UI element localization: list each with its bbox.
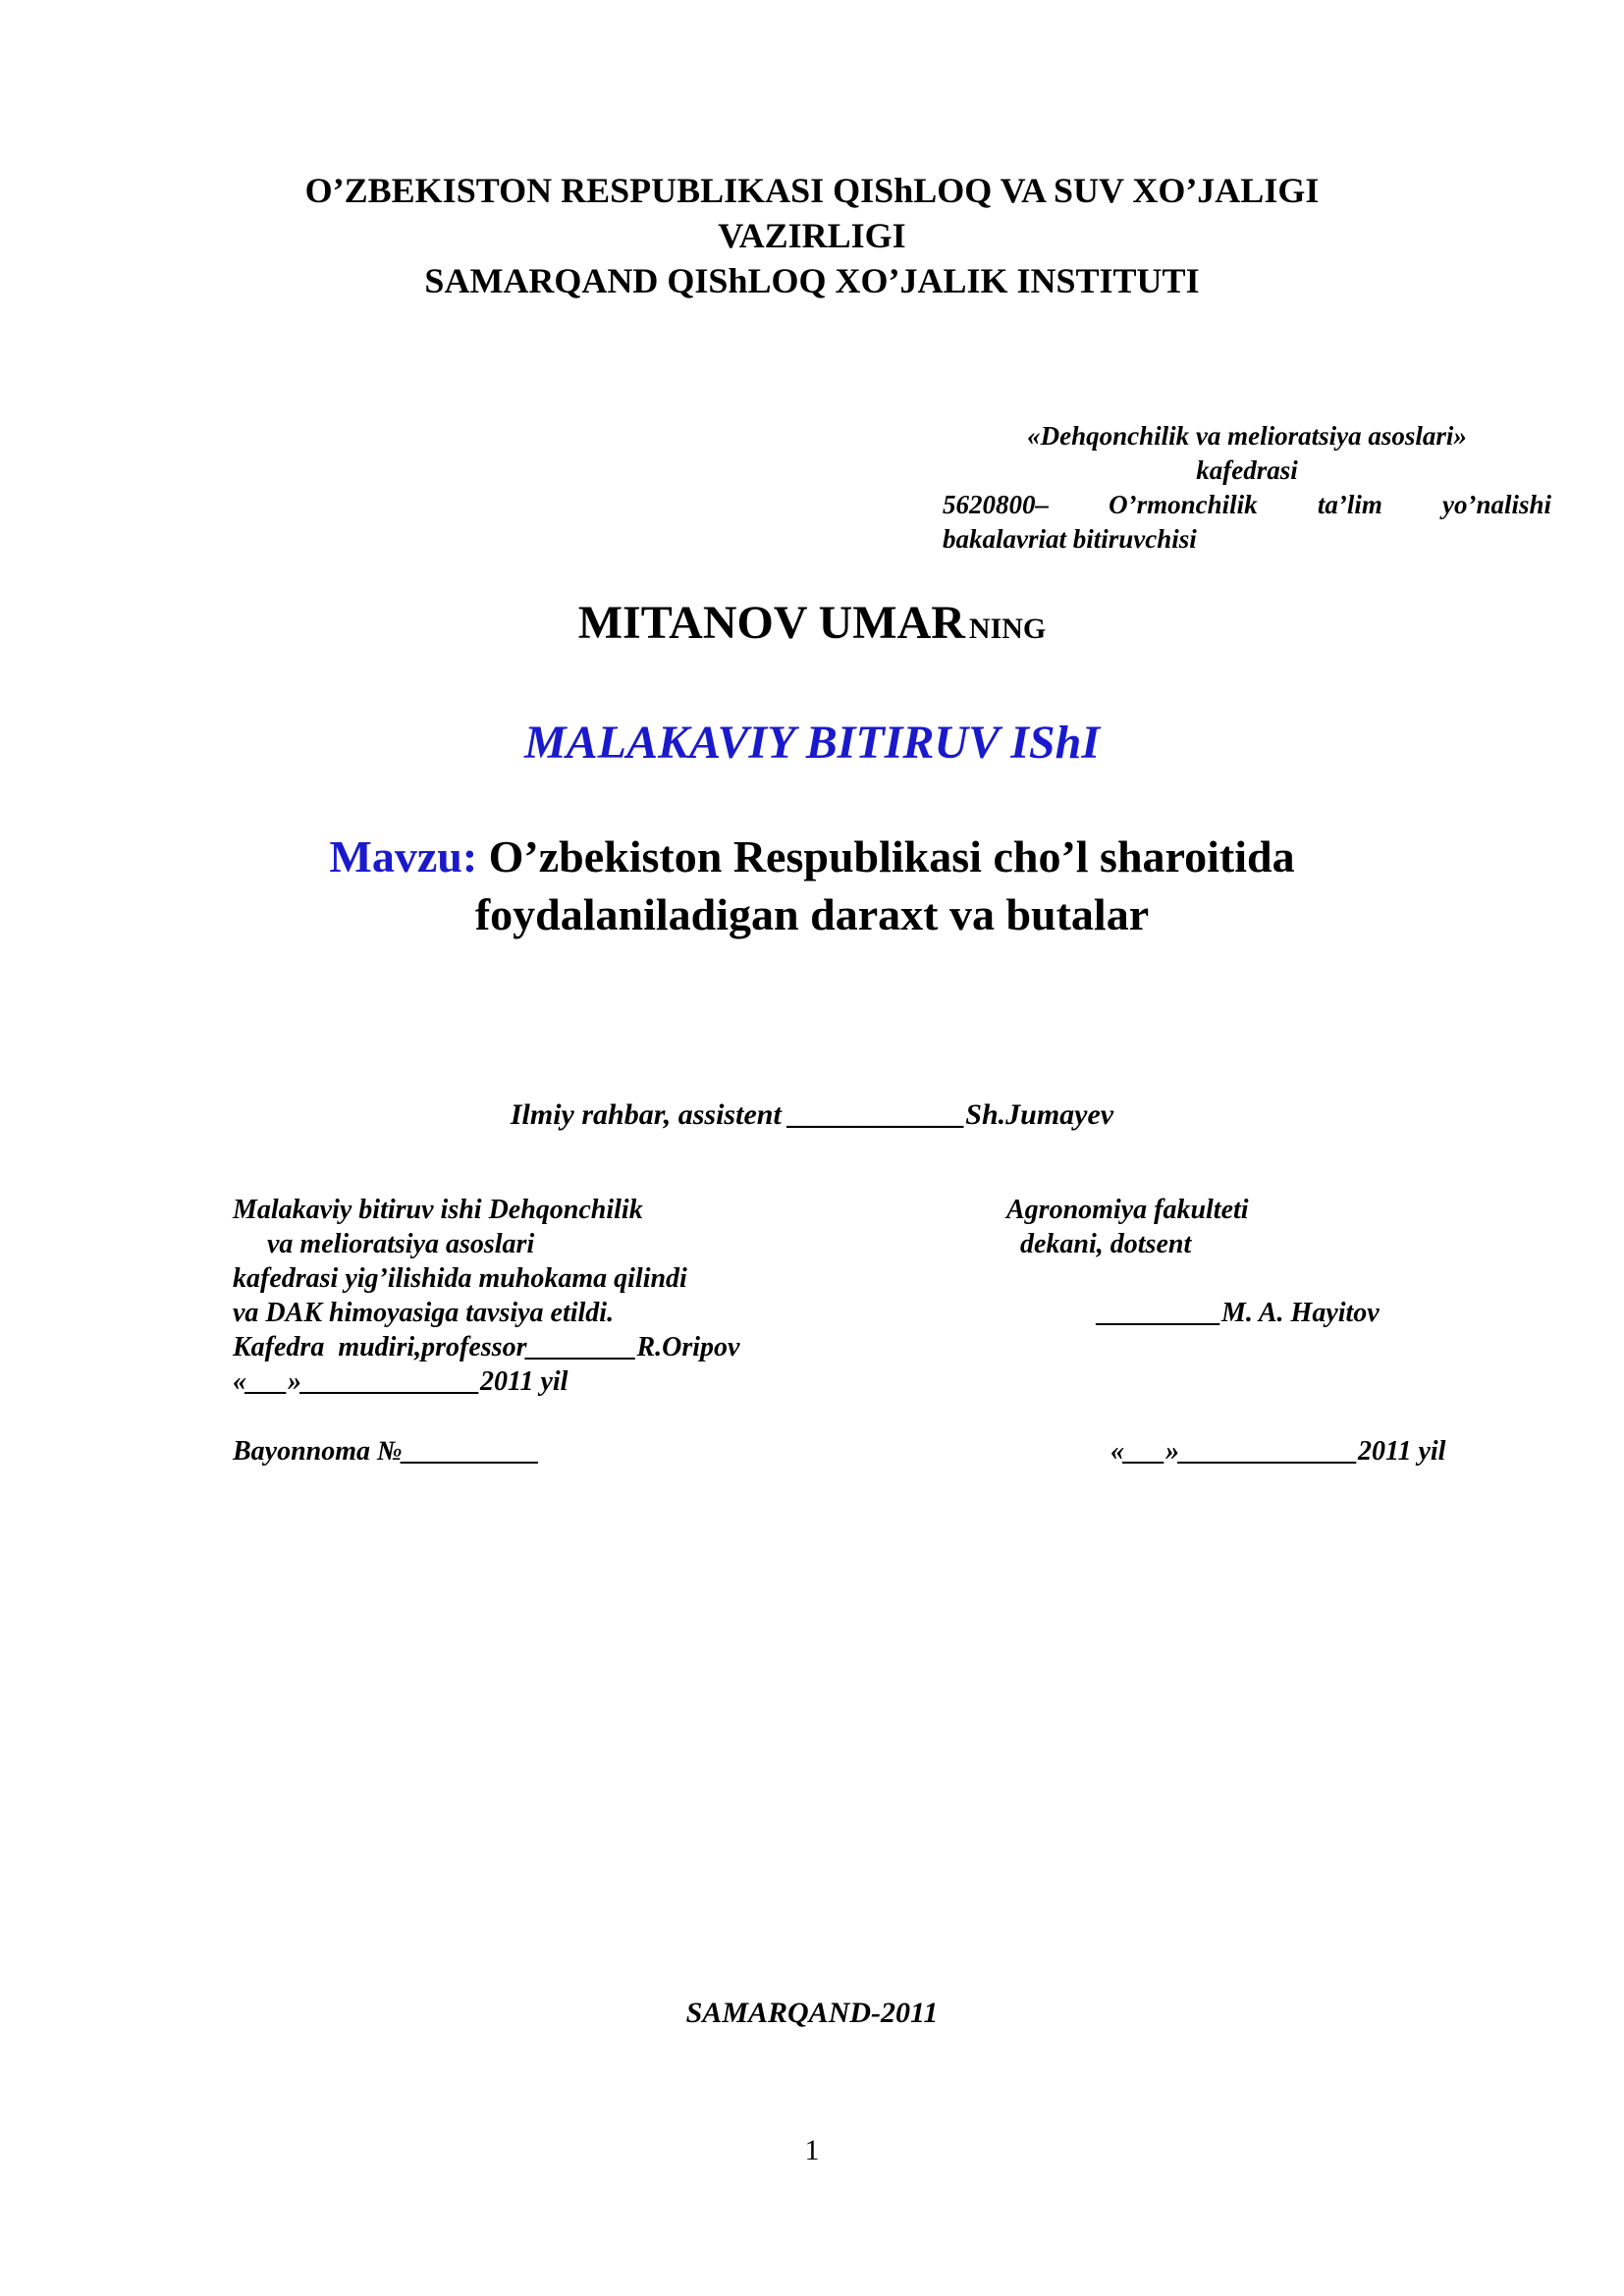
topic-text: O’zbekiston Respublikasi cho’l sharoitida (488, 831, 1295, 881)
approval-date-line: «___»_____________2011 yil (233, 1366, 568, 1397)
topic-line-1 (0, 828, 1624, 885)
institute-title: SAMARQAND QIShLOQ XO’JALIK INSTITUTI (424, 261, 1200, 300)
approval-line-2: va melioratsiya asoslari (233, 1229, 535, 1259)
faculty-name: Agronomiya fakulteti (1006, 1195, 1249, 1225)
topic-label: Mavzu: (329, 831, 478, 881)
dean-title: dekani, dotsent (1006, 1229, 1192, 1259)
approval-line-1: Malakaviy bitiruv ishi Dehqonchilik (233, 1195, 643, 1225)
dean-date-line: «___»_____________2011 yil (1110, 1436, 1446, 1467)
author-name: MITANOV UMAR (577, 597, 965, 649)
head-signature-line: Kafedra mudiri,professor________R.Oripov (233, 1332, 740, 1362)
author-line (0, 594, 1624, 664)
footer-city-year: SAMARQAND-2011 (685, 1997, 939, 2029)
specialty-line: 5620800– O’rmonchilik ta’lim yo’nalishi (943, 490, 1551, 519)
ministry-title-continued: VAZIRLIGI (718, 216, 906, 255)
topic-line-2: foydalaniladigan daraxt va butalar (474, 889, 1150, 939)
protocol-number-line: Bayonnoma №__________ (233, 1436, 540, 1467)
supervisor-line: Ilmiy rahbar, assistent ____________Sh.Jumayev (510, 1098, 1114, 1131)
page-number: 1 (804, 2134, 820, 2166)
approval-line-3: kafedrasi yig’ilishida muhokama qilindi (233, 1263, 687, 1294)
approval-line-4: va DAK himoyasiga tavsiya etildi. (233, 1298, 615, 1328)
department-label: kafedrasi (1196, 455, 1298, 485)
author-suffix: NING (968, 613, 1047, 645)
dean-signature-line: _________M. A. Hayitov (1098, 1298, 1380, 1328)
department-name: «Dehqonchilik va melioratsiya asoslari» (1027, 421, 1467, 451)
ministry-title: O’ZBEKISTON RESPUBLIKASI QIShLOQ VA SUV XO’JALIGI (304, 171, 1320, 210)
work-title: MALAKAVIY BITIRUV IShI (523, 717, 1100, 769)
graduate-label: bakalavriat bitiruvchisi (943, 524, 1197, 554)
